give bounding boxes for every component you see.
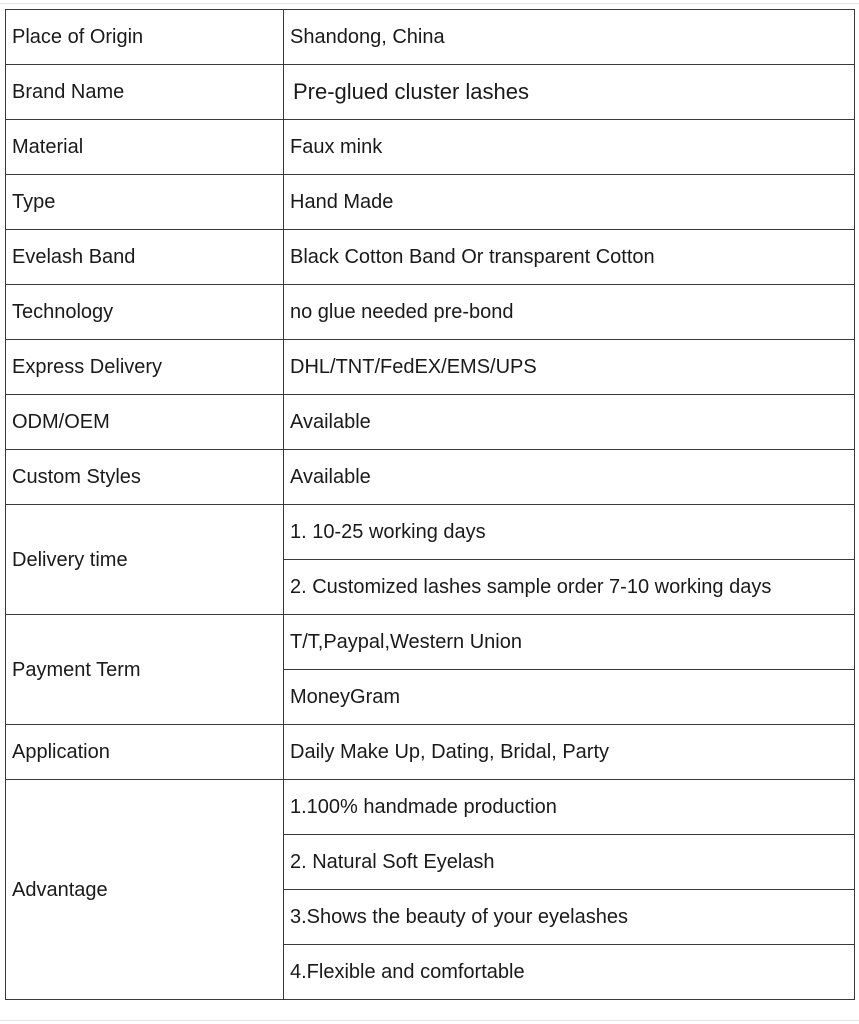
spec-value-place-of-origin: Shandong, China — [284, 10, 855, 65]
table-row — [6, 175, 855, 230]
spec-value-advantage-4: 4.Flexible and comfortable — [284, 945, 855, 1000]
table-row — [6, 780, 855, 835]
spec-label-place-of-origin: Place of Origin — [6, 10, 284, 65]
spec-label-application: Application — [6, 725, 284, 780]
spec-value-material: Faux mink — [284, 120, 855, 175]
table-row — [6, 395, 855, 450]
table-row — [6, 615, 855, 670]
spec-label-payment-term: Payment Term — [6, 615, 284, 725]
spec-value-delivery-time-2: 2. Customized lashes sample order 7-10 working days — [284, 560, 855, 615]
spec-label-type: Type — [6, 175, 284, 230]
spec-label-delivery-time: Delivery time — [6, 505, 284, 615]
spec-label-eyelash-band: Evelash Band — [6, 230, 284, 285]
spec-value-custom-styles: Available — [284, 450, 855, 505]
table-row — [6, 10, 855, 65]
spec-value-advantage-3: 3.Shows the beauty of your eyelashes — [284, 890, 855, 945]
spec-label-express-delivery: Express Delivery — [6, 340, 284, 395]
spec-value-type: Hand Made — [284, 175, 855, 230]
table-row — [6, 120, 855, 175]
faint-bottom-rule — [0, 1020, 859, 1021]
spec-value-delivery-time-1: 1. 10-25 working days — [284, 505, 855, 560]
spec-value-odm-oem: Available — [284, 395, 855, 450]
spec-label-custom-styles: Custom Styles — [6, 450, 284, 505]
spec-value-application: Daily Make Up, Dating, Bridal, Party — [284, 725, 855, 780]
spec-label-odm-oem: ODM/OEM — [6, 395, 284, 450]
spec-label-technology: Technology — [6, 285, 284, 340]
table-row — [6, 65, 855, 120]
faint-top-rule — [0, 3, 859, 4]
product-spec-table — [5, 9, 855, 1000]
spec-value-technology: no glue needed pre-bond — [284, 285, 855, 340]
table-row — [6, 505, 855, 560]
table-row — [6, 340, 855, 395]
spec-value-advantage-1: 1.100% handmade production — [284, 780, 855, 835]
table-row — [6, 450, 855, 505]
table-row — [6, 230, 855, 285]
spec-value-eyelash-band: Black Cotton Band Or transparent Cotton — [284, 230, 855, 285]
spec-value-payment-term-2: MoneyGram — [284, 670, 855, 725]
table-row — [6, 725, 855, 780]
spec-value-brand-name: Pre-glued cluster lashes — [284, 65, 855, 120]
spec-value-express-delivery: DHL/TNT/FedEX/EMS/UPS — [284, 340, 855, 395]
spec-value-payment-term-1: T/T,Paypal,Western Union — [284, 615, 855, 670]
table-row — [6, 285, 855, 340]
spec-label-advantage: Advantage — [6, 780, 284, 1000]
spec-value-advantage-2: 2. Natural Soft Eyelash — [284, 835, 855, 890]
spec-label-material: Material — [6, 120, 284, 175]
spec-label-brand-name: Brand Name — [6, 65, 284, 120]
